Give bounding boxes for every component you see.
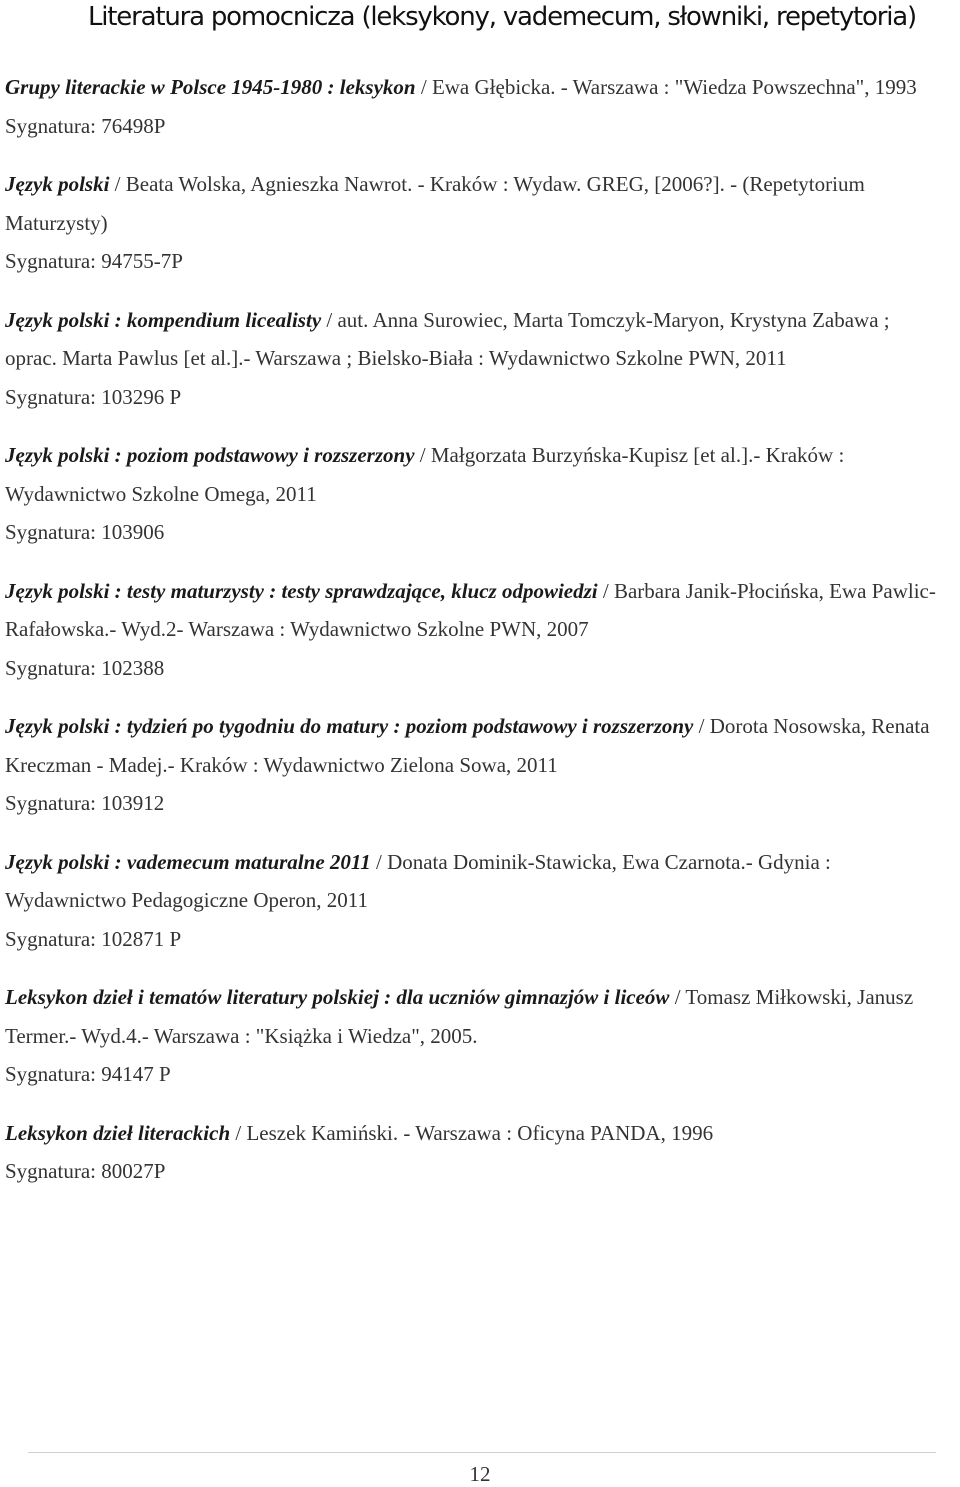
bibliography-entry xyxy=(5,843,945,959)
entry-title: Leksykon dzieł i tematów literatury polskiej : dla uczniów gimnazjów i liceów xyxy=(5,985,670,1009)
entry-details: / Tomasz Miłkowski, Janusz Termer.- Wyd.4.- Warszawa : "Książka i Wiedza", 2005. xyxy=(5,985,914,1048)
bibliography-entry xyxy=(5,68,945,145)
bibliography-entry xyxy=(5,436,945,552)
bibliography-entry xyxy=(5,572,945,688)
entry-signature: Sygnatura: 76498P xyxy=(5,113,166,138)
entry-signature: Sygnatura: 80027P xyxy=(5,1159,166,1183)
entry-signature: Sygnatura: 94147 P xyxy=(5,1062,171,1086)
entry-signature: Sygnatura: 103906 xyxy=(5,520,165,544)
bibliography-entry xyxy=(5,165,945,281)
page-heading: Literatura pomocnicza (leksykony, vademecum, słowniki, repetytoria) xyxy=(88,2,916,32)
footer-divider xyxy=(28,1452,936,1453)
bibliography-entry xyxy=(5,1114,945,1191)
bibliography-entry xyxy=(5,707,945,823)
entry-details: / Leszek Kamiński. - Warszawa : Oficyna PANDA, 1996 xyxy=(230,1120,714,1145)
entry-signature: Sygnatura: 103296 P xyxy=(5,384,182,409)
entry-signature: Sygnatura: 102388 xyxy=(5,655,165,680)
entry-signature: Sygnatura: 102871 P xyxy=(5,926,182,951)
entry-details: / Małgorzata Burzyńska-Kupisz [et al.].- Kraków : Wydawnictwo Szkolne Omega, 2011 xyxy=(5,443,845,506)
entry-signature: Sygnatura: 94755-7P xyxy=(5,249,183,273)
entry-title: Grupy literackie w Polsce 1945-1980 : leksykon xyxy=(5,75,416,99)
entry-signature: Sygnatura: 103912 xyxy=(5,791,165,815)
entry-details: / Ewa Głębicka. - Warszawa : "Wiedza Powszechna", 1993 xyxy=(415,75,917,99)
bibliography-entry xyxy=(5,978,945,1094)
entry-details: / Dorota Nosowska, Renata Kreczman - Madej.- Kraków : Wydawnictwo Zielona Sowa, 2011 xyxy=(5,714,930,777)
entry-title: Język polski : testy maturzysty : testy sprawdzające, klucz odpowiedzi xyxy=(5,578,598,603)
bibliography-list xyxy=(5,68,945,1211)
entry-details: / Donata Dominik-Stawicka, Ewa Czarnota.- Gdynia : Wydawnictwo Pedagogiczne Operon, 2011 xyxy=(5,849,831,912)
entry-title: Leksykon dzieł literackich xyxy=(5,1120,231,1145)
bibliography-entry xyxy=(5,301,945,417)
entry-title: Język polski : poziom podstawowy i rozszerzony xyxy=(5,443,415,467)
entry-title: Język polski xyxy=(5,172,110,196)
entry-details: / Beata Wolska, Agnieszka Nawrot. - Kraków : Wydaw. GREG, [2006?]. - (Repetytorium Maturzysty) xyxy=(5,172,865,235)
entry-title: Język polski : tydzień po tygodniu do matury : poziom podstawowy i rozszerzony xyxy=(5,714,694,738)
entry-details: / aut. Anna Surowiec, Marta Tomczyk-Maryon, Krystyna Zabawa ; oprac. Marta Pawlus [et al.].- Warszawa ; Bielsko-Biała : Wydawnictwo Szkolne PWN, 2011 xyxy=(5,307,890,370)
entry-title: Język polski : vademecum maturalne 2011 xyxy=(5,849,371,874)
entry-title: Język polski : kompendium licealisty xyxy=(5,307,322,332)
page-number: 12 xyxy=(469,1462,491,1486)
entry-details: / Barbara Janik-Płocińska, Ewa Pawlic-Rafałowska.- Wyd.2- Warszawa : Wydawnictwo Szkolne PWN, 2007 xyxy=(5,578,936,641)
